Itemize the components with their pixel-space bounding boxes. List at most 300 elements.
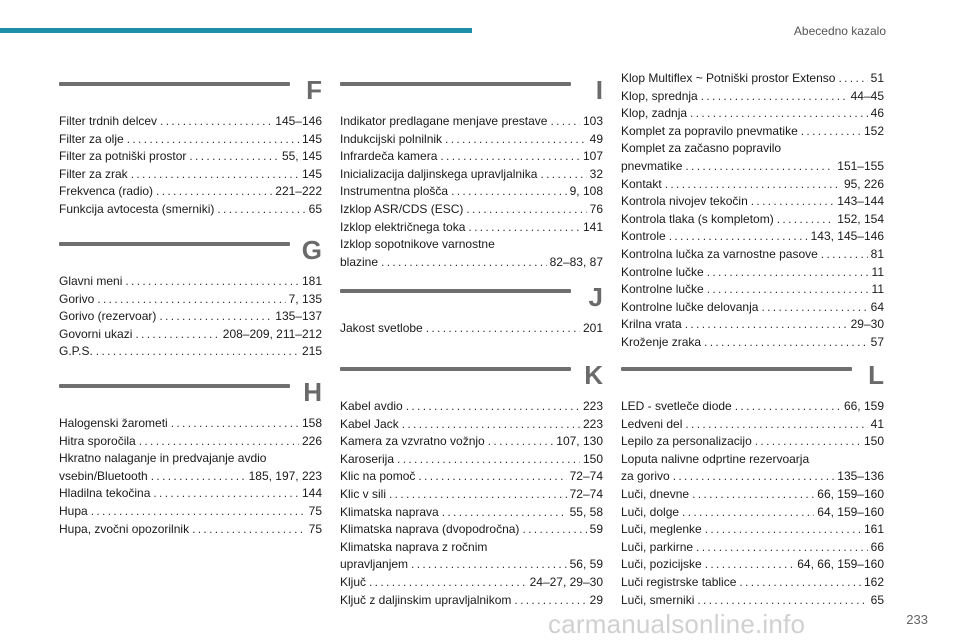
entry-term: Komplet za začasno popravilo [621,141,782,156]
section-letter: J [588,282,603,312]
entry-pages: 201 [582,321,603,335]
entry-term: Hupa [59,503,88,518]
section-letter: F [306,75,322,105]
entry-pages: 145–146 [275,114,322,128]
entry-term: Kabel avdio [340,399,403,413]
entry-pages: 24–27, 29–30 [529,574,603,589]
entry-pages: 46 [870,106,884,121]
section-letter: G [301,235,322,265]
dot-leader [540,166,586,184]
dot-leader [468,219,580,237]
entry-term: Filter za olje [59,131,124,146]
entry-pages: 143–144 [837,194,884,209]
entry-term: Gorivo (rezervoar) [59,309,157,324]
section-header [340,75,603,113]
index-entry [59,113,322,131]
dot-leader [755,433,861,451]
dot-leader [514,592,586,610]
section-rule [340,82,571,86]
index-entry [621,281,884,299]
entry-pages: 32 [589,166,603,181]
dot-leader [692,486,814,504]
section-l [621,360,884,609]
dot-leader [685,158,834,176]
dot-leader [156,183,272,201]
entry-pages: 107, 130 [556,434,603,449]
entry-pages: 95, 226 [843,176,884,191]
entry-term: Kontrola tlaka (s kompletom) [621,211,774,226]
entry-term: Klic na pomoč [340,469,416,484]
dot-leader [673,468,835,486]
index-entry [59,131,322,149]
entry-pages: 64, 159–160 [817,504,884,519]
entry-pages: 145 [301,131,322,146]
index-entry [340,219,603,237]
dot-leader [426,320,580,338]
section-header [59,377,322,415]
entry-pages: 215 [301,344,322,359]
dot-leader [406,398,580,416]
entry-term: Jakost svetlobe [340,321,423,335]
entry-list [621,70,884,352]
index-entry [59,503,322,521]
dot-leader [685,316,848,334]
dot-leader [402,416,580,434]
entry-pages: 143, 145–146 [810,229,884,244]
entry-term: Ključ z daljinskim upravljalnikom [340,592,512,607]
entry-pages: 151–155 [837,158,884,173]
entry-pages: 66 [870,539,884,554]
entry-pages: 226 [301,433,322,448]
index-entry [340,521,603,539]
index-entry [621,299,884,317]
index-entry [59,148,322,166]
dot-leader [131,166,299,184]
index-entry [621,468,884,486]
entry-term: Luči, smerniki [621,592,695,607]
entry-pages: 65 [870,592,884,607]
index-entry [621,316,884,334]
entry-term: Kontrola nivojev tekočin [621,194,748,209]
entry-pages: 72–74 [569,469,603,484]
section-header [621,360,884,398]
entry-term: vsebin/Bluetooth [59,468,148,483]
entry-pages: 107 [582,149,603,164]
entry-term: Govorni ukazi [59,326,133,341]
entry-pages: 152, 154 [837,211,884,226]
entry-term: Krilna vrata [621,317,682,332]
entry-term: Hkratno nalaganje in predvajanje avdio [59,451,267,466]
entry-pages: 158 [301,416,322,430]
page-number: 233 [906,612,928,627]
entry-term: Kontrolne lučke [621,264,704,279]
dot-leader [705,556,795,574]
entry-term: Kamera za vzvratno vožnjo [340,434,485,449]
entry-pages: 49 [589,131,603,146]
dot-leader [159,308,272,326]
dot-leader [682,504,814,522]
section-letter: I [595,75,603,105]
index-entry [59,468,322,486]
index-entry [340,451,603,469]
entry-pages: 185, 197, 223 [248,468,322,483]
entry-term: Luči, pozicijske [621,557,702,572]
dot-leader [550,113,580,131]
entry-list [59,113,322,219]
index-entry [59,183,322,201]
entry-term: Infrardeča kamera [340,149,438,164]
index-entry [621,539,884,557]
index-entry [340,320,603,338]
dot-leader [777,211,835,229]
dot-leader [821,246,868,264]
dot-leader [735,398,841,416]
index-entry [621,123,884,141]
dot-leader [139,433,299,451]
entry-term: Klimatska naprava [340,504,439,519]
index-entry [621,70,884,88]
index-entry [340,416,603,434]
index-entry [340,183,603,201]
dot-leader [685,416,867,434]
entry-term: Filter trdnih delcev [59,114,158,128]
index-entry [621,556,884,574]
entry-term: blazine [340,254,379,269]
running-head: Abecedno kazalo [793,24,886,38]
entry-list [621,398,884,609]
index-entry [59,273,322,291]
entry-term: Loputa nalivne odprtine rezervoarja [621,451,810,466]
section-j [340,282,603,338]
entry-term: G.P.S. [59,344,93,359]
entry-term: Kontrolne lučke [621,282,704,297]
index-entry [340,433,603,451]
entry-term: Kontrole [621,229,666,244]
index-entry [621,574,884,592]
dot-leader [97,291,285,309]
index-entry [340,236,603,254]
entry-term: Indukcijski polnilnik [340,131,443,146]
dot-leader [704,334,868,352]
index-entry [621,246,884,264]
entry-pages: 81 [870,246,884,261]
header-accent-bar [0,28,472,33]
dot-leader [381,254,547,272]
dot-leader [217,201,305,219]
entry-term: Gorivo [59,291,95,306]
index-entry [621,176,884,194]
dot-leader [135,326,219,344]
entry-pages: 82–83, 87 [549,254,603,269]
index-entry [340,254,603,272]
entry-term: Izklop sopotnikove varnostne [340,237,495,252]
entry-term: Luči, dnevne [621,486,690,501]
entry-list [340,113,603,271]
index-entry [621,264,884,282]
entry-term: Filter za potniški prostor [59,149,187,164]
index-entry [59,485,322,503]
section-header [340,360,603,398]
entry-pages: 66, 159–160 [817,486,884,501]
dot-leader [761,299,867,317]
index-entry [59,291,322,309]
section-f [59,75,322,219]
entry-pages: 51 [870,71,884,85]
index-entry [621,433,884,451]
index-entry [340,539,603,557]
entry-term: Luči, dolge [621,504,680,519]
dot-leader [697,592,867,610]
entry-list [59,415,322,538]
entry-pages: 221–222 [275,184,322,199]
index-entry [621,416,884,434]
index-entry [621,193,884,211]
dot-leader [739,574,861,592]
entry-pages: 7, 135 [288,291,322,306]
index-entry [621,486,884,504]
dot-leader [397,451,580,469]
index-entry [59,326,322,344]
index-entry [621,228,884,246]
entry-pages: 64, 66, 159–160 [797,557,884,572]
entry-pages: 135–137 [275,309,322,324]
entry-pages: 223 [582,416,603,431]
dot-leader [707,281,869,299]
entry-list [340,320,603,338]
dot-leader [369,574,527,592]
entry-pages: 29–30 [850,317,884,332]
entry-term: Izklop električnega toka [340,219,466,234]
entry-term: Inicializacija daljinskega upravljalnika [340,166,538,181]
dot-leader [488,433,554,451]
dot-leader [466,201,586,219]
index-entry [621,105,884,123]
dot-leader [705,521,861,539]
entry-pages: 135–136 [837,469,884,484]
entry-pages: 103 [582,114,603,128]
dot-leader [690,105,868,123]
entry-pages: 66, 159 [843,399,884,413]
index-entry [621,398,884,416]
entry-term: Luči, meglenke [621,522,702,537]
entry-term: Funkcija avtocesta (smerniki) [59,201,215,216]
dot-leader [665,176,841,194]
entry-term: upravljanjem [340,557,409,572]
entry-term: Klop, zadnja [621,106,688,121]
index-entry [621,140,884,158]
dot-leader [160,113,272,131]
section-rule [621,367,852,371]
section-rule [59,82,290,86]
entry-term: Komplet za popravilo pnevmatike [621,123,798,138]
entry-pages: 55, 145 [281,149,322,164]
dot-leader [522,521,586,539]
entry-term: Ledveni del [621,416,683,431]
index-entry [340,486,603,504]
dot-leader [696,539,868,557]
entry-term: Halogenski žarometi [59,416,168,430]
entry-term: za gorivo [621,469,670,484]
section-header [59,75,322,113]
entry-term: Indikator predlagane menjave prestave [340,114,548,128]
index-entry [621,211,884,229]
entry-pages: 144 [301,486,322,501]
entry-term: Filter za zrak [59,166,128,181]
section-header [59,235,322,273]
index-entry [340,504,603,522]
entry-pages: 72–74 [569,486,603,501]
index-entry [340,201,603,219]
dot-leader [151,468,246,486]
entry-term: Luči, parkirne [621,539,694,554]
entry-pages: 162 [863,574,884,589]
section-g [59,235,322,361]
dot-leader [153,485,299,503]
entry-term: pnevmatike [621,158,683,173]
index-entry [340,131,603,149]
index-entry [621,521,884,539]
index-entry [340,574,603,592]
dot-leader [801,123,861,141]
entry-term: Lepilo za personalizacijo [621,434,752,449]
entry-pages: 145 [301,166,322,181]
index-entry [59,308,322,326]
section-letter: H [303,377,322,407]
section-i [340,75,603,271]
dot-leader [96,343,299,361]
entry-list [59,273,322,361]
section-rule [340,289,571,293]
section-letter: L [868,360,884,390]
dot-leader [701,88,848,106]
entry-pages: 11 [871,264,884,279]
index-entry [59,521,322,539]
entry-term: Glavni meni [59,274,123,288]
entry-pages: 64 [870,299,884,314]
dot-leader [127,131,299,149]
index-entry [340,148,603,166]
entry-pages: 150 [582,451,603,466]
index-entry [59,343,322,361]
entry-pages: 65 [308,201,322,216]
index-entry [621,334,884,352]
section-rule [59,242,290,246]
entry-term: Kontrolna lučka za varnostne pasove [621,246,818,261]
index-entry [340,166,603,184]
index-entry [621,158,884,176]
entry-term: Hitra sporočila [59,433,136,448]
dot-leader [451,183,567,201]
entry-pages: 29 [589,592,603,607]
entry-term: Klop Multiflex ~ Potniški prostor Extenso [621,71,836,85]
dot-leader [418,468,566,486]
section-h [59,377,322,538]
index-entry [59,433,322,451]
entry-pages: 57 [870,334,884,349]
entry-pages: 152 [863,123,884,138]
entry-term: Hladilna tekočina [59,486,151,501]
dot-leader [411,556,567,574]
entry-pages: 9, 108 [569,184,603,199]
dot-leader [707,264,869,282]
section-k [340,360,603,609]
dot-leader [91,503,306,521]
index-entry [621,592,884,610]
entry-term: Frekvenca (radio) [59,184,154,199]
entry-pages: 208–209, 211–212 [222,326,322,341]
dot-leader [669,228,808,246]
dot-leader [189,148,279,166]
index-entry [340,398,603,416]
index-entry [340,592,603,610]
index-entry [340,113,603,131]
entry-term: Klimatska naprava z ročnim [340,539,488,554]
entry-pages: 59 [589,522,603,537]
index-entry [340,468,603,486]
entry-term: Izklop ASR/CDS (ESC) [340,201,464,216]
entry-term: Kontakt [621,176,662,191]
entry-pages: 181 [301,274,322,288]
entry-pages: 55, 58 [569,504,603,519]
entry-term: Instrumentna plošča [340,184,449,199]
entry-pages: 141 [582,219,603,234]
index-entry [59,166,322,184]
dot-leader [440,148,580,166]
dot-leader [751,193,835,211]
entry-pages: 75 [308,503,322,518]
entry-term: Kroženje zraka [621,334,702,349]
section-header [340,282,603,320]
entry-term: Klic v sili [340,486,387,501]
index-entry [59,415,322,433]
entry-term: Karoserija [340,451,395,466]
index-entry [340,556,603,574]
entry-pages: 223 [582,399,603,413]
entry-pages: 75 [308,521,322,536]
entry-pages: 161 [863,522,884,537]
entry-pages: 11 [871,282,884,297]
entry-pages: 56, 59 [569,557,603,572]
watermark: carmanualsonline.info [548,609,806,639]
dot-leader [445,131,587,149]
dot-leader [171,415,299,433]
entry-term: LED - svetleče diode [621,399,732,413]
section-rule [59,384,290,388]
index-entry [59,450,322,468]
entry-term: Klimatska naprava (dvopodročna) [340,522,520,537]
section-k-continued [621,70,884,352]
dot-leader [442,504,567,522]
entry-term: Kontrolne lučke delovanja [621,299,759,314]
index-entry [621,451,884,469]
section-letter: K [584,360,603,390]
index-entry [621,504,884,522]
entry-pages: 76 [589,201,603,216]
entry-term: Kabel Jack [340,416,399,431]
entry-term: Luči registrske tablice [621,574,737,589]
entry-list [340,398,603,609]
dot-leader [389,486,567,504]
dot-leader [125,273,299,291]
section-rule [340,367,571,371]
index-entry [59,201,322,219]
dot-leader [838,70,867,88]
entry-term: Hupa, zvočni opozorilnik [59,521,190,536]
entry-pages: 41 [870,416,884,431]
dot-leader [192,521,306,539]
entry-pages: 150 [863,434,884,449]
entry-term: Ključ [340,574,367,589]
